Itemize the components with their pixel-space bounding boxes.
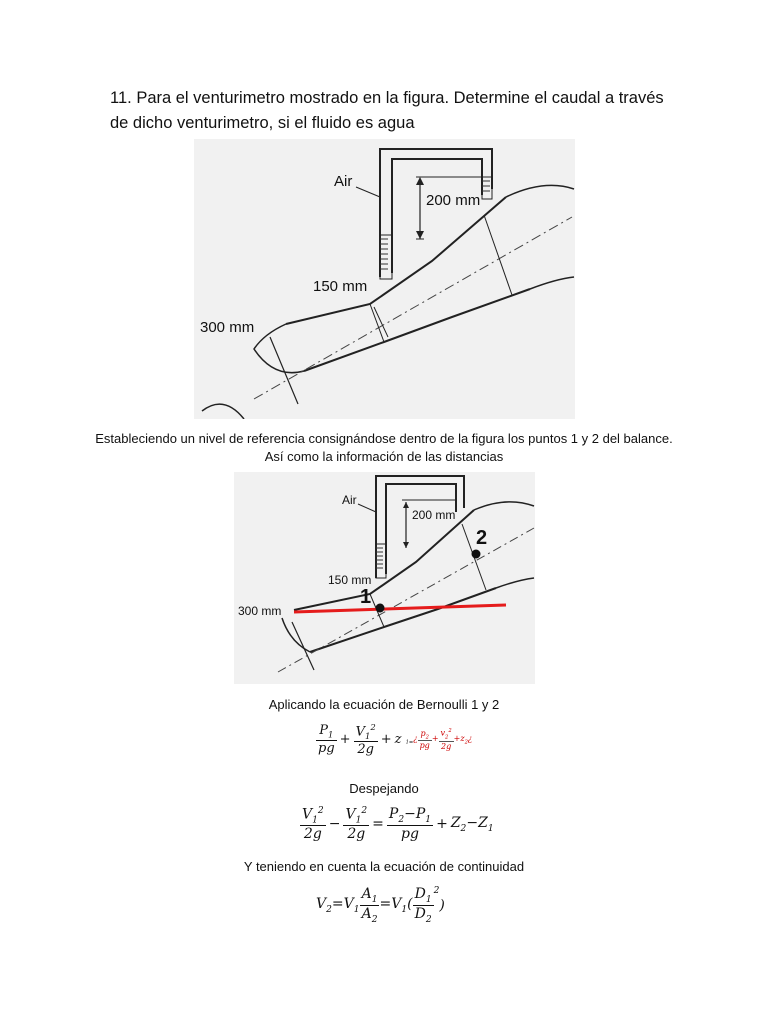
height-label: 200 mm bbox=[426, 192, 481, 209]
throat-diameter-label: 150 mm bbox=[313, 278, 368, 295]
despejando-heading: Despejando bbox=[349, 781, 419, 796]
problem-statement bbox=[110, 86, 670, 136]
continuity-equation: $V_2=V_1$ $\frac{A_1}{A_2}$ $=V_1$( $\frac{D_1}{D_2}$ $^2$) bbox=[316, 886, 445, 925]
venturi-figure-2 bbox=[234, 472, 535, 684]
venturi-figure-1 bbox=[194, 139, 575, 419]
point-1-marker bbox=[376, 604, 385, 613]
figure-caption: Estableciendo un nivel de referencia consignándose dentro de la figura los puntos 1 y 2 del balance. Así como la información de las distancias bbox=[95, 431, 673, 464]
problem-text: Para el venturimetro mostrado en la figura. Determine el caudal a través de dicho venturimetro, si el fluido es agua bbox=[110, 89, 664, 132]
point-2-marker bbox=[472, 550, 481, 559]
rearranged-equation: $\frac{V_1^2}{2g}$ − $\frac{V_1^2}{2g}$ = $\frac{P_2-P_1}{pg}$ + $Z_2-Z_1$ bbox=[302, 806, 494, 843]
point-2-label: 2 bbox=[476, 527, 488, 549]
inlet-diameter-label: 300 mm bbox=[200, 319, 255, 336]
throat-diameter-label: 150 mm bbox=[328, 573, 372, 587]
inlet-diameter-label: 300 mm bbox=[238, 604, 282, 618]
problem-number: 11. bbox=[110, 89, 132, 107]
point-1-label: 1 bbox=[360, 586, 372, 608]
air-label: Air bbox=[342, 493, 357, 507]
height-label: 200 mm bbox=[412, 508, 456, 522]
continuidad-heading: Y teniendo en cuenta la ecuación de continuidad bbox=[243, 859, 525, 874]
bernoulli-heading: Aplicando la ecuación de Bernoulli 1 y 2 bbox=[268, 697, 500, 712]
bernoulli-equation: $\frac{P_1}{pg}$ + $\frac{V_1^2}{2g}$ + z $_{1=}$¿ $\frac{p_2}{pg}$ + $\frac{v_2^2}{2g}$ $+z_2¿$ bbox=[318, 722, 473, 757]
air-label: Air bbox=[334, 173, 353, 190]
